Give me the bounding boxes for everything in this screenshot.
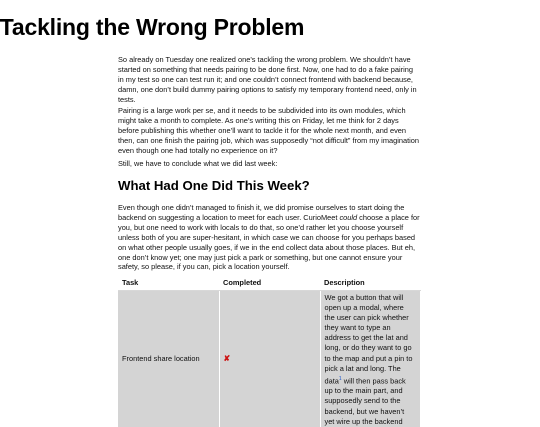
- paragraph-progress: [118, 203, 420, 272]
- column-header-task: Task: [118, 274, 219, 291]
- cross-icon: ✘: [223, 354, 231, 364]
- paragraph-intro: So already on Tuesday one realized one’s tackling the wrong problem. We shouldn’t have started on something that needs pairing to be done first. Now, one had to do a fake pairing in my test so one can test run it; and one couldn’t connect frontend with backend because, damn, one don’t build dummy pairing options to satisfy my temporary frontend need, only in tests.: [118, 55, 417, 104]
- footnote-link[interactable]: 1: [338, 375, 342, 382]
- paragraph-progress-part-a: Even though one didn’t managed to finish it, we did promise ourselves to start doing the backend on suggesting a location to meet for each user. CurioMeet: [118, 203, 405, 222]
- description-cell: [320, 291, 420, 427]
- section-heading: What Had One Did This Week?: [118, 178, 310, 193]
- table-row: [118, 291, 420, 427]
- paragraph-conclude: Still, we have to conclude what we did last week:: [118, 159, 278, 168]
- description-text-a: We got a button that will open up a modal, where the user can pick whether they want to type an address to get the lat and long, or do they want to go to the map and put a pin to pick a lat and long. The data: [324, 293, 413, 386]
- post-title: Tackling the Wrong Problem: [0, 14, 305, 40]
- task-table: [118, 274, 421, 427]
- column-header-completed: Completed: [219, 274, 320, 291]
- description-text-b: will then pass back up to the main part, and supposedly send to the backend, but we haven’t yet wire up the backend: [324, 376, 406, 426]
- completed-cell: [219, 291, 320, 427]
- table-header-row: [118, 274, 420, 291]
- emphasis-could: could: [339, 212, 358, 222]
- paragraph-pairing: Pairing is a large work per se, and it needs to be subdivided into its own modules, which might take a month to complete. As one’s writing this on Friday, let me think for 2 days before publishing this whether one’ll want to tackle it for the whole next month, and even then, can one finish the pairing job, which was supposedly “not difficult” from my imagination even though one had totally no experience on it?: [118, 106, 419, 155]
- task-cell: Frontend share location: [118, 291, 219, 427]
- paragraph-progress-part-b: choose a place for you, but one need to work with locals to do that, so one’d rather let you choose yourself unless both of you are super-hesitant, in which case we can choose for you perhaps based on what other people usually goes, if we in the end collect data about those places. But eh, one don’t know yet; one may just pick a park or something, but one cannot ensure your safety, so please, if you can, pick a location yourself.: [118, 212, 420, 272]
- column-header-description: Description: [320, 274, 420, 291]
